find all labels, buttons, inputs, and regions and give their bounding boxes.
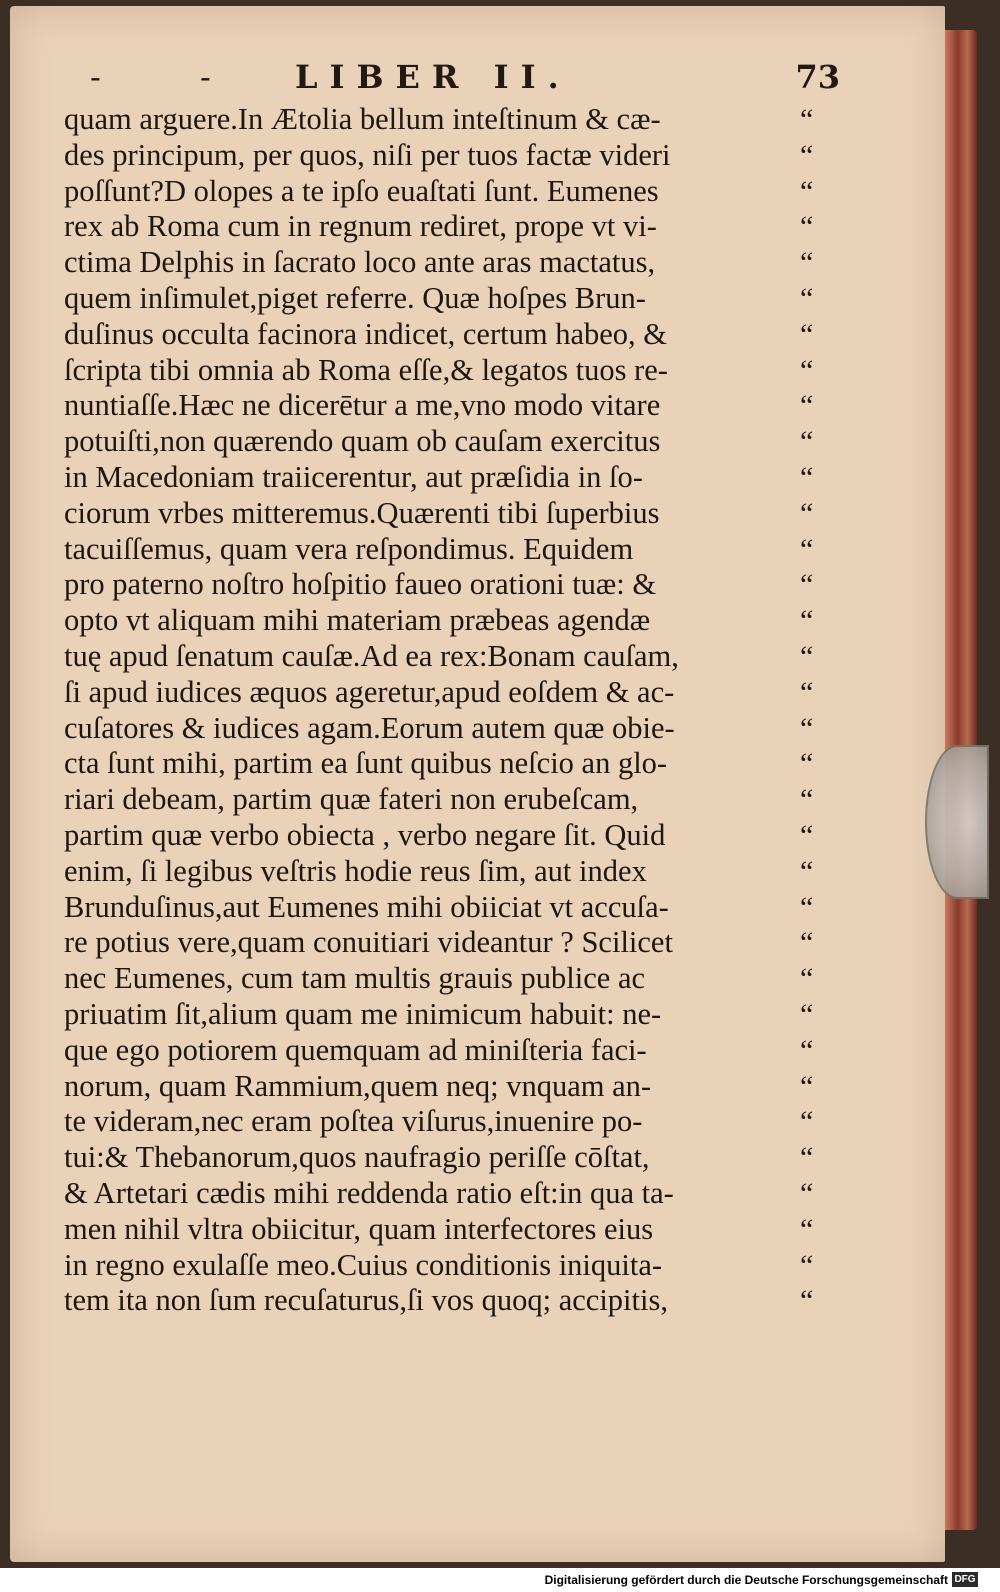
- text-line: enim, ſi legibus veſtris hodie reus ſim, aut index: [64, 853, 647, 888]
- quote-mark: “: [800, 1176, 814, 1210]
- quote-mark: “: [800, 997, 814, 1031]
- quote-mark: “: [800, 783, 814, 817]
- text-line: & Artetari cædis mihi reddenda ratio eſt:in qua ta-: [64, 1175, 674, 1210]
- quote-mark: “: [800, 675, 814, 709]
- body-text: [64, 102, 839, 1319]
- text-line: duſinus occulta facinora indicet, certum habeo, &: [64, 316, 668, 351]
- running-header: [80, 58, 840, 98]
- text-line: men nihil vltra obiicitur, quam interfectores eius: [64, 1211, 654, 1246]
- text-line: partim quæ verbo obiecta , verbo negare ſit. Quid: [64, 817, 666, 852]
- quote-mark: “: [800, 532, 814, 566]
- text-line: norum, quam Rammium,quem neq; vnquam an-: [64, 1068, 652, 1103]
- quote-mark: “: [800, 353, 814, 387]
- quote-mark: “: [800, 818, 814, 852]
- text-line: ſcripta tibi omnia ab Roma eſſe,& legatos tuos re-: [64, 352, 668, 387]
- quote-mark: “: [800, 103, 814, 136]
- text-line: te videram,nec eram poſtea viſurus,inuenire po-: [64, 1104, 643, 1139]
- quote-mark: “: [800, 1069, 814, 1103]
- text-line: pro paterno noſtro hoſpitio faueo orationi tuæ: &: [64, 567, 657, 602]
- text-line: nec Eumenes, cum tam multis grauis publice ac: [64, 961, 646, 996]
- quote-mark: “: [800, 138, 814, 172]
- funding-credit: Digitalisierung gefördert durch die Deutsche Forschungsgemeinschaft: [544, 1573, 948, 1587]
- quote-mark: “: [800, 926, 814, 960]
- quote-mark: “: [800, 890, 814, 924]
- quote-mark: “: [800, 460, 814, 494]
- marginal-quote-marks: [800, 102, 840, 1319]
- page-clip: [925, 745, 989, 899]
- text-line: ſi apud iudices æquos ageretur,apud eoſdem & ac-: [64, 674, 675, 709]
- quote-mark: “: [800, 604, 814, 638]
- quote-mark: “: [800, 496, 814, 530]
- text-line: tacuiſſemus, quam vera reſpondimus. Equidem: [64, 531, 634, 566]
- page-number: 73: [795, 58, 840, 96]
- quote-mark: “: [800, 1284, 814, 1318]
- text-line: tem ita non ſum recuſaturus,ſi vos quoq; accipitis,: [64, 1283, 668, 1318]
- quote-mark: “: [800, 1033, 814, 1067]
- text-line: poſſunt?D olopes a te ipſo euaſtati ſunt. Eumenes: [64, 173, 659, 208]
- quote-mark: “: [800, 174, 814, 208]
- quote-mark: “: [800, 1212, 814, 1246]
- text-line: cuſatores & iudices agam.Eorum autem quæ obie-: [64, 710, 675, 745]
- quote-mark: “: [800, 1248, 814, 1282]
- text-line: potuiſti,non quærendo quam ob cauſam exercitus: [64, 424, 661, 459]
- text-line: riari debeam, partim quæ fateri non erubeſcam,: [64, 782, 639, 817]
- text-line: in Macedoniam traiicerentur, aut præſidia in ſo-: [64, 459, 643, 494]
- quote-mark: “: [800, 568, 814, 602]
- header-left-dash: -: [90, 58, 101, 96]
- quote-mark: “: [800, 747, 814, 781]
- header-mid-dash: -: [200, 58, 211, 96]
- quote-mark: “: [800, 854, 814, 888]
- text-line: quam arguere.In Ætolia bellum inteſtinum & cæ-: [64, 102, 661, 136]
- footer-bar: [0, 1568, 1000, 1592]
- text-line: ciorum vrbes mitteremus.Quærenti tibi ſuperbius: [64, 495, 660, 530]
- text-line: priuatim ſit,alium quam me inimicum habuit: ne-: [64, 996, 662, 1031]
- text-line: in regno exulaſſe meo.Cuius conditionis iniquita-: [64, 1247, 663, 1282]
- quote-mark: “: [800, 1105, 814, 1139]
- quote-mark: “: [800, 962, 814, 996]
- quote-mark: “: [800, 425, 814, 459]
- quote-mark: “: [800, 317, 814, 351]
- quote-mark: “: [800, 281, 814, 315]
- text-line: quem inſimulet,piget referre. Quæ hoſpes Brun-: [64, 280, 646, 315]
- quote-mark: “: [800, 711, 814, 745]
- text-line: que ego potiorem quemquam ad miniſteria faci-: [64, 1032, 647, 1067]
- text-line: tui:& Thebanorum,quos naufragio periſſe cōſtat,: [64, 1140, 650, 1175]
- running-title: LIBER II.: [295, 58, 571, 96]
- text-line: ctima Delphis in ſacrato loco ante aras mactatus,: [64, 245, 656, 280]
- text-line: nuntiaſſe.Hæc ne dicerētur a me,vno modo vitare: [64, 388, 661, 423]
- text-line: Brunduſinus,aut Eumenes mihi obiiciat vt accuſa-: [64, 889, 669, 924]
- text-line: rex ab Roma cum in regnum rediret, prope vt vi-: [64, 209, 657, 244]
- text-line: opto vt aliquam mihi materiam præbeas agendæ: [64, 603, 651, 638]
- dfg-logo: DFG: [952, 1572, 978, 1587]
- text-line: tuę apud ſenatum cauſæ.Ad ea rex:Bonam cauſam,: [64, 638, 679, 673]
- quote-mark: “: [800, 246, 814, 280]
- quote-mark: “: [800, 389, 814, 423]
- text-line: re potius vere,quam conuitiari videantur ? Scilicet: [64, 925, 673, 960]
- text-line: des principum, per quos, niſi per tuos factæ videri: [64, 137, 671, 172]
- quote-mark: “: [800, 1141, 814, 1175]
- quote-mark: “: [800, 210, 814, 244]
- text-line: cta ſunt mihi, partim ea ſunt quibus neſcio an glo-: [64, 746, 668, 781]
- quote-mark: “: [800, 639, 814, 673]
